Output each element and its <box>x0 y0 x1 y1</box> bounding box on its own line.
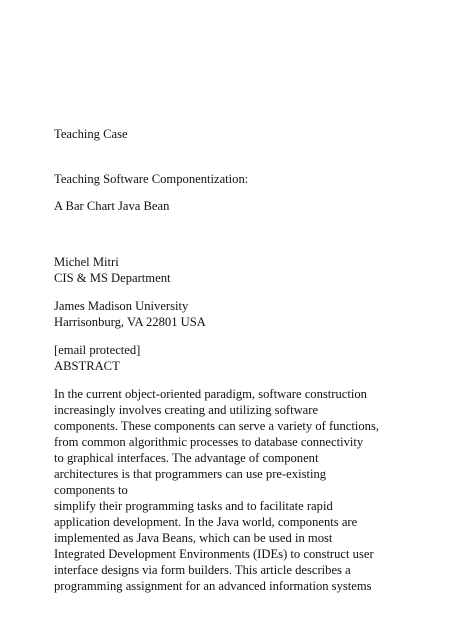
author-email: [email protected] <box>54 343 141 357</box>
abstract-line: implemented as Java Beans, which can be used in most <box>54 531 333 545</box>
author-university: James Madison University <box>54 299 189 313</box>
abstract-line: to graphical interfaces. The advantage of component <box>54 451 319 465</box>
abstract-line: increasingly involves creating and utilizing software <box>54 403 319 417</box>
abstract-heading: ABSTRACT <box>54 359 120 373</box>
title-line-2: A Bar Chart Java Bean <box>54 199 170 213</box>
author-address: Harrisonburg, VA 22801 USA <box>54 315 206 329</box>
abstract-line: from common algorithmic processes to database connectivity <box>54 435 364 449</box>
abstract-line: interface designs via form builders. This article describes a <box>54 563 351 577</box>
abstract-line: architectures is that programmers can use pre-existing <box>54 467 327 481</box>
abstract-line: components to <box>54 483 128 497</box>
author-name: Michel Mitri <box>54 255 119 269</box>
case-label: Teaching Case <box>54 127 128 141</box>
abstract-line: programming assignment for an advanced information systems <box>54 579 372 593</box>
abstract-line: application development. In the Java world, components are <box>54 515 358 529</box>
author-department: CIS & MS Department <box>54 271 171 285</box>
abstract-line: components. These components can serve a variety of functions, <box>54 419 380 433</box>
abstract-line: simplify their programming tasks and to facilitate rapid <box>54 499 333 513</box>
title-line-1: Teaching Software Componentization: <box>54 172 249 186</box>
abstract-line: Integrated Development Environments (IDEs) to construct user <box>54 547 374 561</box>
abstract-line: In the current object-oriented paradigm, software construction <box>54 387 367 401</box>
